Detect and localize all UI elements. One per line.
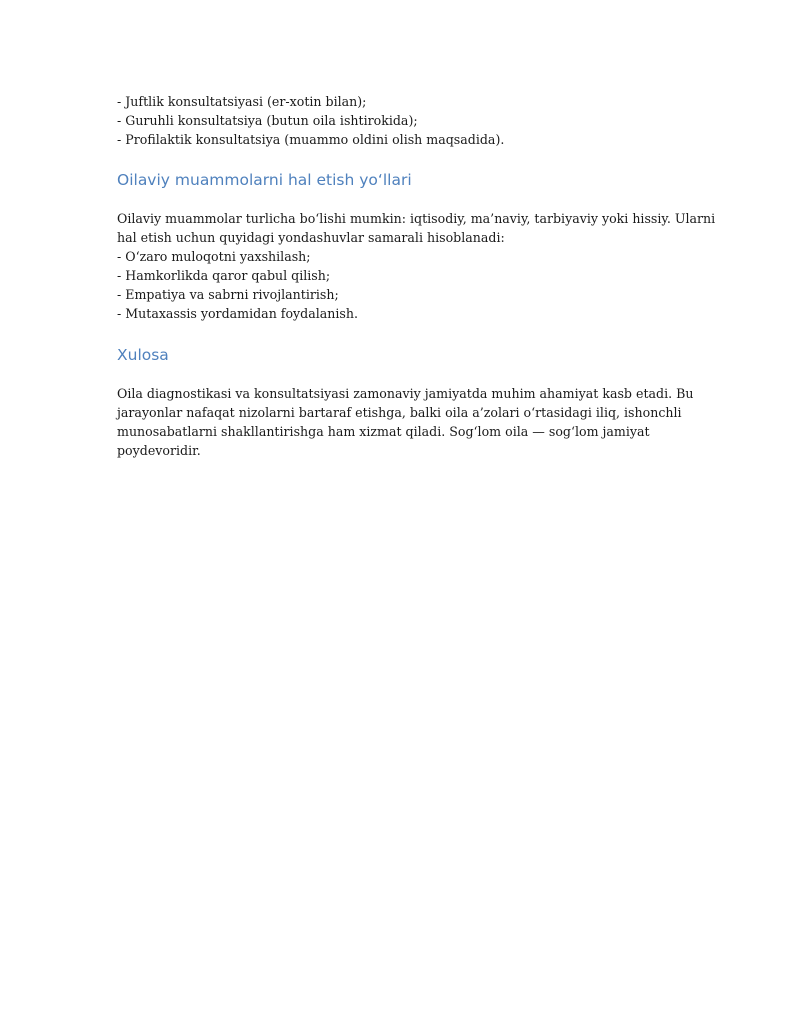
paragraph-line: jarayonlar nafaqat nizolarni bartaraf etishga, balki oila a’zolari o‘rtasidagi iliq, ishonchli (117, 405, 682, 420)
section-paragraph (117, 209, 716, 247)
list-item: - Guruhli konsultatsiya (butun oila ishtirokida); (117, 113, 418, 128)
document-body (117, 92, 716, 460)
section-heading-conclusion: Xulosa (117, 346, 169, 364)
paragraph-line: Oilaviy muammolar turlicha bo‘lishi mumkin: iqtisodiy, ma’naviy, tarbiyaviy yoki hissiy. Ularni (117, 211, 716, 226)
list-item: - Juftlik konsultatsiyasi (er-xotin bilan); (117, 94, 367, 109)
list-item: - Empatiya va sabrni rivojlantirish; (117, 287, 339, 302)
list-item: - Mutaxassis yordamidan foydalanish. (117, 306, 358, 321)
paragraph-line: munosabatlarni shakllantirishga ham xizmat qiladi. Sog‘lom oila — sog‘lom jamiyat (117, 424, 650, 439)
section-heading-problem-solving: Oilaviy muammolarni hal etish yo‘llari (117, 171, 412, 189)
intro-list (117, 92, 697, 149)
list-item: - O‘zaro muloqotni yaxshilash; (117, 249, 311, 264)
conclusion-paragraph (117, 384, 697, 460)
list-item: - Hamkorlikda qaror qabul qilish; (117, 268, 331, 283)
list-item: - Profilaktik konsultatsiya (muammo oldini olish maqsadida). (117, 132, 505, 147)
paragraph-line: poydevoridir. (117, 443, 201, 458)
approaches-list (117, 247, 697, 323)
paragraph-line: hal etish uchun quyidagi yondashuvlar samarali hisoblanadi: (117, 230, 505, 245)
paragraph-line: Oila diagnostikasi va konsultatsiyasi zamonaviy jamiyatda muhim ahamiyat kasb etadi. Bu (117, 386, 694, 401)
